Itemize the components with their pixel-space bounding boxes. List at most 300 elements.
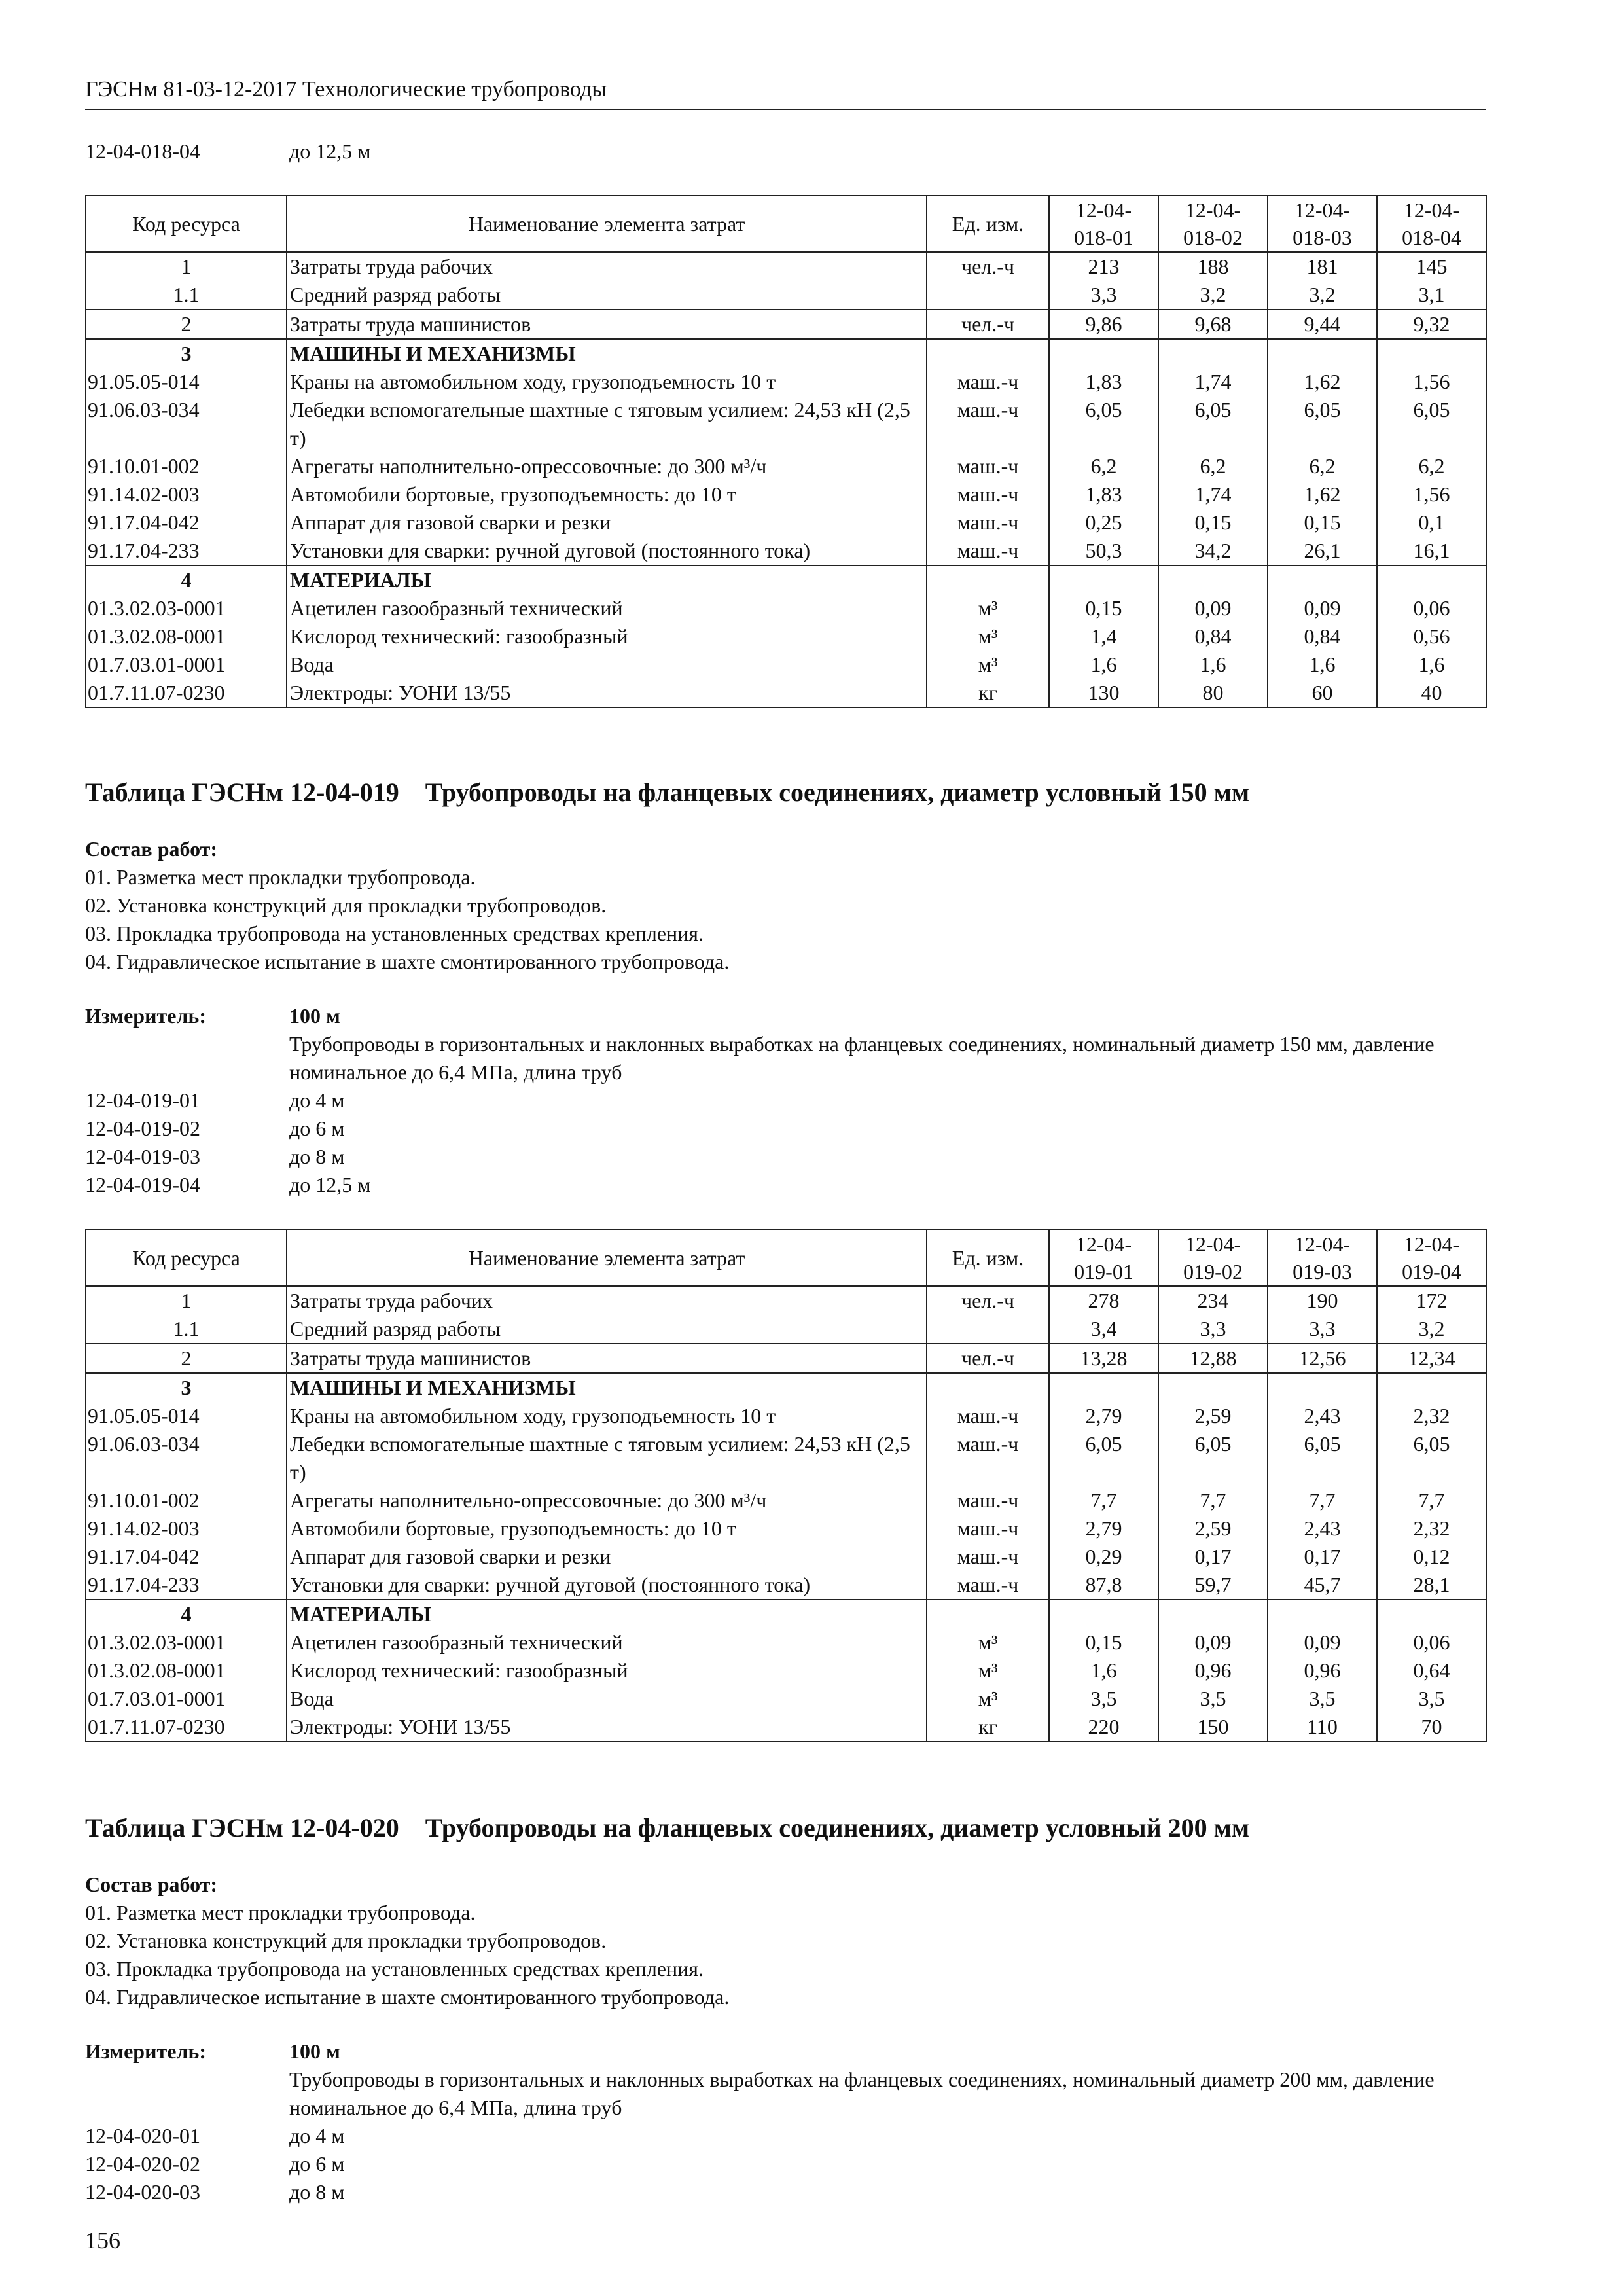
top-line-code: 12-04-018-04 [85, 139, 200, 163]
cell-value: 6,2 [1049, 452, 1158, 480]
cell-value: 3,5 [1158, 1685, 1268, 1713]
cell-unit: маш.-ч [927, 509, 1049, 537]
table-row [86, 339, 1486, 368]
work-step: 04. Гидравлическое испытание в шахте смонтированного трубопровода. [85, 950, 730, 973]
norm-item [85, 1171, 1486, 1199]
cell-name: Установки для сварки: ручной дуговой (постоянного тока) [287, 537, 927, 565]
cell-code: 01.7.11.07-0230 [86, 1713, 287, 1742]
header-code: Код ресурса [86, 196, 287, 252]
cell-value: 6,05 [1049, 396, 1158, 452]
cell-value: 0,17 [1158, 1543, 1268, 1571]
cell-unit: кг [927, 679, 1049, 708]
table-row [86, 1286, 1486, 1315]
cell-value: 70 [1377, 1713, 1486, 1742]
cell-value [1158, 339, 1268, 368]
cell-value: 6,2 [1158, 452, 1268, 480]
cell-code: 91.05.05-014 [86, 1402, 287, 1430]
table-row [86, 396, 1486, 452]
cell-name: МАТЕРИАЛЫ [287, 565, 927, 594]
cell-unit: чел.-ч [927, 252, 1049, 281]
table-row [86, 1515, 1486, 1543]
cell-value: 34,2 [1158, 537, 1268, 565]
cell-code: 91.05.05-014 [86, 368, 287, 396]
cell-value: 6,05 [1049, 1430, 1158, 1486]
meter-label: Измеритель: [85, 1004, 206, 1028]
cell-value: 6,2 [1268, 452, 1377, 480]
meter-row [85, 1002, 1486, 1030]
cell-value [1377, 1600, 1486, 1628]
norm-item [85, 1143, 1486, 1171]
cell-name: Затраты труда рабочих [287, 1286, 927, 1315]
cell-code: 91.14.02-003 [86, 1515, 287, 1543]
header-col-line: 019-04 [1402, 1260, 1461, 1283]
cell-unit [927, 1315, 1049, 1344]
cell-code: 91.17.04-042 [86, 1543, 287, 1571]
cell-value: 145 [1377, 252, 1486, 281]
norm-item [85, 2178, 1486, 2206]
cell-code: 01.3.02.08-0001 [86, 622, 287, 651]
norm-code: 12-04-020-03 [85, 2180, 200, 2204]
table-row [86, 1543, 1486, 1571]
cell-value: 0,06 [1377, 594, 1486, 622]
table-row [86, 1486, 1486, 1515]
cell-value: 1,74 [1158, 368, 1268, 396]
cell-value: 0,09 [1158, 594, 1268, 622]
cell-code: 1.1 [86, 281, 287, 310]
cell-value: 3,3 [1158, 1315, 1268, 1344]
cell-value: 0,29 [1049, 1543, 1158, 1571]
cell-unit: м³ [927, 1628, 1049, 1657]
header-col-line: 019-03 [1293, 1260, 1352, 1283]
header-code: Код ресурса [86, 1230, 287, 1286]
norm-text: до 8 м [289, 1145, 345, 1168]
cell-name: Вода [287, 1685, 927, 1713]
cell-value: 6,05 [1158, 396, 1268, 452]
spacer [85, 2066, 289, 2122]
table-row [86, 368, 1486, 396]
cell-value: 3,3 [1268, 1315, 1377, 1344]
cell-value [1377, 339, 1486, 368]
cell-value: 1,56 [1377, 480, 1486, 509]
cell-code: 01.7.03.01-0001 [86, 1685, 287, 1713]
cell-value: 0,12 [1377, 1543, 1486, 1571]
header-name: Наименование элемента затрат [287, 1230, 927, 1286]
norm-code: 12-04-019-02 [85, 1117, 200, 1140]
norm-text: до 6 м [289, 2152, 345, 2176]
cell-unit: м³ [927, 594, 1049, 622]
cell-value: 1,6 [1158, 651, 1268, 679]
cell-unit: чел.-ч [927, 1286, 1049, 1315]
cell-value [1377, 565, 1486, 594]
cell-value: 0,15 [1268, 509, 1377, 537]
header-col-3 [1268, 196, 1377, 252]
cell-unit: маш.-ч [927, 368, 1049, 396]
cell-unit: маш.-ч [927, 452, 1049, 480]
cell-value: 2,79 [1049, 1402, 1158, 1430]
cell-value: 213 [1049, 252, 1158, 281]
cell-code: 4 [86, 1600, 287, 1628]
norm-item [85, 1115, 1486, 1143]
cell-code: 1.1 [86, 1315, 287, 1344]
header-col-2 [1158, 196, 1268, 252]
cell-code: 1 [86, 1286, 287, 1315]
work-step: 03. Прокладка трубопровода на установленных средствах крепления. [85, 922, 704, 945]
table-row [86, 622, 1486, 651]
table-row [86, 537, 1486, 565]
table-row [86, 1373, 1486, 1402]
norm-item [85, 2150, 1486, 2178]
norm-code: 12-04-019-01 [85, 1088, 200, 1112]
cell-value [1268, 339, 1377, 368]
running-header: ГЭСНм 81-03-12-2017 Технологические трубопроводы [85, 77, 1486, 110]
table-row [86, 565, 1486, 594]
header-col-line: 12-04- [1075, 1232, 1132, 1256]
cell-unit: м³ [927, 1685, 1049, 1713]
norm-code: 12-04-019-04 [85, 1173, 200, 1196]
cell-name: МАТЕРИАЛЫ [287, 1600, 927, 1628]
header-col-line: 019-02 [1183, 1260, 1243, 1283]
cell-name: Агрегаты наполнительно-опрессовочные: до 300 м³/ч [287, 452, 927, 480]
cell-value: 0,96 [1268, 1657, 1377, 1685]
cell-value: 6,05 [1377, 1430, 1486, 1486]
cell-value [1158, 1600, 1268, 1628]
cell-name: Электроды: УОНИ 13/55 [287, 1713, 927, 1742]
cell-value: 6,2 [1377, 452, 1486, 480]
cell-code: 1 [86, 252, 287, 281]
cost-table [85, 1229, 1487, 1742]
cell-value: 0,15 [1158, 509, 1268, 537]
cell-value [1049, 1600, 1158, 1628]
cell-value: 26,1 [1268, 537, 1377, 565]
cell-unit [927, 1600, 1049, 1628]
cell-value: 220 [1049, 1713, 1158, 1742]
cell-value: 1,56 [1377, 368, 1486, 396]
section-title-020-id: Таблица ГЭСНм 12-04-020 [85, 1813, 399, 1842]
cell-name: Вода [287, 651, 927, 679]
cell-unit: маш.-ч [927, 480, 1049, 509]
cell-unit: маш.-ч [927, 1571, 1049, 1600]
cell-value: 1,6 [1049, 1657, 1158, 1685]
norm-text: до 12,5 м [289, 1173, 371, 1196]
header-unit: Ед. изм. [927, 1230, 1049, 1286]
cell-unit: м³ [927, 1657, 1049, 1685]
cell-value: 3,5 [1049, 1685, 1158, 1713]
cell-value: 0,84 [1268, 622, 1377, 651]
cell-name: Установки для сварки: ручной дуговой (постоянного тока) [287, 1571, 927, 1600]
header-col-1 [1049, 1230, 1158, 1286]
cell-code: 91.14.02-003 [86, 480, 287, 509]
cell-value: 0,06 [1377, 1628, 1486, 1657]
work-step: 01. Разметка мест прокладки трубопровода. [85, 1901, 476, 1924]
cell-value: 6,05 [1377, 396, 1486, 452]
cell-value: 110 [1268, 1713, 1377, 1742]
cell-unit: м³ [927, 651, 1049, 679]
cell-name: Средний разряд работы [287, 1315, 927, 1344]
cell-value: 1,6 [1268, 651, 1377, 679]
header-unit: Ед. изм. [927, 196, 1049, 252]
cell-value: 7,7 [1049, 1486, 1158, 1515]
meter-row [85, 2037, 1486, 2066]
section-title-019-name: Трубопроводы на фланцевых соединениях, диаметр условный 150 мм [425, 778, 1250, 807]
cell-value: 2,79 [1049, 1515, 1158, 1543]
cell-code: 91.17.04-233 [86, 537, 287, 565]
cell-value: 0,15 [1049, 1628, 1158, 1657]
norm-text: до 8 м [289, 2180, 345, 2204]
cell-name: Агрегаты наполнительно-опрессовочные: до 300 м³/ч [287, 1486, 927, 1515]
cell-unit: маш.-ч [927, 537, 1049, 565]
cell-value: 1,83 [1049, 480, 1158, 509]
cell-code: 01.7.11.07-0230 [86, 679, 287, 708]
cell-name: Аппарат для газовой сварки и резки [287, 1543, 927, 1571]
table-row [86, 281, 1486, 310]
table-row [86, 1571, 1486, 1600]
header-col-2 [1158, 1230, 1268, 1286]
cell-value: 6,05 [1158, 1430, 1268, 1486]
cell-value: 0,64 [1377, 1657, 1486, 1685]
cell-unit: маш.-ч [927, 1486, 1049, 1515]
table-header-row [86, 1230, 1486, 1286]
cell-code: 01.3.02.03-0001 [86, 1628, 287, 1657]
meter-desc: Трубопроводы в горизонтальных и наклонных выработках на фланцевых соединениях, номинальный диаметр 200 мм, давление номинальное до 6,4 МПа, длина труб [289, 2068, 1435, 2119]
header-col-line: 12-04- [1075, 198, 1132, 222]
table-row [86, 310, 1486, 339]
cell-value: 6,05 [1268, 396, 1377, 452]
cell-value: 13,28 [1049, 1344, 1158, 1373]
header-col-line: 12-04- [1403, 198, 1460, 222]
norm-code: 12-04-019-03 [85, 1145, 200, 1168]
header-col-line: 12-04- [1294, 198, 1351, 222]
cell-value: 12,56 [1268, 1344, 1377, 1373]
cell-code: 2 [86, 1344, 287, 1373]
cell-value: 0,56 [1377, 622, 1486, 651]
meter-label: Измеритель: [85, 2039, 206, 2063]
section-title-019-id: Таблица ГЭСНм 12-04-019 [85, 778, 399, 807]
cell-code: 91.06.03-034 [86, 1430, 287, 1486]
top-line [85, 137, 1486, 166]
cell-value: 2,32 [1377, 1515, 1486, 1543]
cell-value: 7,7 [1158, 1486, 1268, 1515]
table-header-row [86, 196, 1486, 252]
cell-name: Краны на автомобильном ходу, грузоподъемность 10 т [287, 368, 927, 396]
works-label: Состав работ: [85, 837, 218, 861]
cell-value: 3,3 [1049, 281, 1158, 310]
cell-value: 172 [1377, 1286, 1486, 1315]
cell-value: 3,5 [1268, 1685, 1377, 1713]
cell-name: Затраты труда машинистов [287, 1344, 927, 1373]
header-col-line: 12-04- [1403, 1232, 1460, 1256]
cell-value: 1,6 [1377, 651, 1486, 679]
cell-code: 4 [86, 565, 287, 594]
work-step: 03. Прокладка трубопровода на установленных средствах крепления. [85, 1957, 704, 1981]
meter-desc: Трубопроводы в горизонтальных и наклонных выработках на фланцевых соединениях, номинальный диаметр 150 мм, давление номинальное до 6,4 МПа, длина труб [289, 1032, 1435, 1084]
table-row [86, 1713, 1486, 1742]
cell-value [1268, 1600, 1377, 1628]
header-col-line: 12-04- [1294, 1232, 1351, 1256]
cell-unit: маш.-ч [927, 1515, 1049, 1543]
table-row [86, 679, 1486, 708]
cell-value: 1,83 [1049, 368, 1158, 396]
cell-value: 0,15 [1049, 594, 1158, 622]
cell-name: Кислород технический: газообразный [287, 622, 927, 651]
cell-name: Краны на автомобильном ходу, грузоподъемность 10 т [287, 1402, 927, 1430]
cell-name: Затраты труда машинистов [287, 310, 927, 339]
header-col-line: 019-01 [1074, 1260, 1133, 1283]
table-row [86, 594, 1486, 622]
header-col-line: 12-04- [1185, 198, 1241, 222]
table-row [86, 1600, 1486, 1628]
cell-name: Средний разряд работы [287, 281, 927, 310]
cell-value [1049, 339, 1158, 368]
table-row [86, 452, 1486, 480]
table-row [86, 1344, 1486, 1373]
cell-value: 0,84 [1158, 622, 1268, 651]
meter-value: 100 м [289, 1004, 340, 1028]
cell-value: 28,1 [1377, 1571, 1486, 1600]
top-line-text: до 12,5 м [289, 139, 371, 163]
cell-value: 2,43 [1268, 1515, 1377, 1543]
cell-name: Электроды: УОНИ 13/55 [287, 679, 927, 708]
cell-value: 45,7 [1268, 1571, 1377, 1600]
cell-code: 2 [86, 310, 287, 339]
cell-value: 188 [1158, 252, 1268, 281]
cell-value: 9,86 [1049, 310, 1158, 339]
cell-value: 80 [1158, 679, 1268, 708]
cell-value: 0,1 [1377, 509, 1486, 537]
work-step: 04. Гидравлическое испытание в шахте смонтированного трубопровода. [85, 1985, 730, 2009]
cell-unit [927, 339, 1049, 368]
cell-value: 2,59 [1158, 1515, 1268, 1543]
cell-name: Затраты труда рабочих [287, 252, 927, 281]
norm-code: 12-04-020-02 [85, 2152, 200, 2176]
cell-code: 01.3.02.08-0001 [86, 1657, 287, 1685]
cell-value: 16,1 [1377, 537, 1486, 565]
cell-code: 3 [86, 339, 287, 368]
cell-value: 7,7 [1377, 1486, 1486, 1515]
header-col-line: 12-04- [1185, 1232, 1241, 1256]
cell-value: 59,7 [1158, 1571, 1268, 1600]
page-number: 156 [85, 2227, 120, 2253]
cell-value: 1,62 [1268, 368, 1377, 396]
cell-value: 3,5 [1377, 1685, 1486, 1713]
cell-value [1268, 1373, 1377, 1402]
header-col-line: 018-04 [1402, 226, 1461, 249]
table-row [86, 1430, 1486, 1486]
cell-name: МАШИНЫ И МЕХАНИЗМЫ [287, 1373, 927, 1402]
cell-code: 91.10.01-002 [86, 452, 287, 480]
meter-desc-row [85, 1030, 1486, 1086]
cell-value: 190 [1268, 1286, 1377, 1315]
table-row [86, 480, 1486, 509]
cell-name: МАШИНЫ И МЕХАНИЗМЫ [287, 339, 927, 368]
norm-code: 12-04-020-01 [85, 2124, 200, 2147]
cell-value: 3,2 [1158, 281, 1268, 310]
cell-unit: чел.-ч [927, 310, 1049, 339]
header-col-3 [1268, 1230, 1377, 1286]
norm-item [85, 2122, 1486, 2150]
cell-value [1049, 1373, 1158, 1402]
cell-name: Автомобили бортовые, грузоподъемность: до 10 т [287, 480, 927, 509]
cell-value: 87,8 [1049, 1571, 1158, 1600]
header-col-1 [1049, 196, 1158, 252]
header-col-4 [1377, 196, 1486, 252]
cell-value: 181 [1268, 252, 1377, 281]
cell-unit [927, 565, 1049, 594]
cell-value: 1,4 [1049, 622, 1158, 651]
cost-table-1 [85, 195, 1486, 708]
cost-table [85, 195, 1487, 708]
cell-value: 9,32 [1377, 310, 1486, 339]
cost-table-2 [85, 1229, 1486, 1742]
table-row [86, 1315, 1486, 1344]
cell-value: 1,74 [1158, 480, 1268, 509]
header-col-line: 018-02 [1183, 226, 1243, 249]
cell-unit: маш.-ч [927, 1402, 1049, 1430]
work-step: 02. Установка конструкций для прокладки трубопроводов. [85, 1929, 607, 1952]
cell-value: 2,43 [1268, 1402, 1377, 1430]
cell-value [1049, 565, 1158, 594]
cell-unit: м³ [927, 622, 1049, 651]
cell-name: Кислород технический: газообразный [287, 1657, 927, 1685]
header-name: Наименование элемента затрат [287, 196, 927, 252]
cell-value: 0,17 [1268, 1543, 1377, 1571]
cell-code: 01.7.03.01-0001 [86, 651, 287, 679]
header-col-line: 018-01 [1074, 226, 1133, 249]
cell-unit [927, 281, 1049, 310]
cell-value: 7,7 [1268, 1486, 1377, 1515]
table-row [86, 509, 1486, 537]
table-row [86, 1685, 1486, 1713]
cell-value: 3,1 [1377, 281, 1486, 310]
cell-value [1158, 565, 1268, 594]
cell-code: 91.17.04-042 [86, 509, 287, 537]
norm-text: до 4 м [289, 1088, 345, 1112]
cell-value: 3,4 [1049, 1315, 1158, 1344]
norm-item [85, 1086, 1486, 1115]
table-row [86, 1657, 1486, 1685]
cell-value: 1,6 [1049, 651, 1158, 679]
cell-value: 0,25 [1049, 509, 1158, 537]
table-row [86, 651, 1486, 679]
work-step: 02. Установка конструкций для прокладки трубопроводов. [85, 893, 607, 917]
cell-value [1377, 1373, 1486, 1402]
meter-desc-row [85, 2066, 1486, 2122]
cell-name: Ацетилен газообразный технический [287, 594, 927, 622]
header-col-4 [1377, 1230, 1486, 1286]
cell-unit [927, 1373, 1049, 1402]
cell-name: Аппарат для газовой сварки и резки [287, 509, 927, 537]
cell-value: 60 [1268, 679, 1377, 708]
work-step: 01. Разметка мест прокладки трубопровода. [85, 865, 476, 889]
cell-code: 91.10.01-002 [86, 1486, 287, 1515]
cell-code: 91.06.03-034 [86, 396, 287, 452]
cell-name: Лебедки вспомогательные шахтные с тяговым усилием: 24,53 кН (2,5 т) [287, 1430, 927, 1486]
cell-code: 3 [86, 1373, 287, 1402]
cell-value: 9,44 [1268, 310, 1377, 339]
table-row [86, 1628, 1486, 1657]
cell-value [1158, 1373, 1268, 1402]
cell-value: 6,05 [1268, 1430, 1377, 1486]
section-019-body [85, 835, 1486, 1199]
cell-value: 3,2 [1268, 281, 1377, 310]
cell-unit: маш.-ч [927, 396, 1049, 452]
cell-value: 0,09 [1268, 594, 1377, 622]
header-col-line: 018-03 [1293, 226, 1352, 249]
cell-value: 0,09 [1268, 1628, 1377, 1657]
section-020-body [85, 1871, 1486, 2206]
works-label: Состав работ: [85, 1873, 218, 1896]
cell-value: 150 [1158, 1713, 1268, 1742]
cell-value: 12,34 [1377, 1344, 1486, 1373]
